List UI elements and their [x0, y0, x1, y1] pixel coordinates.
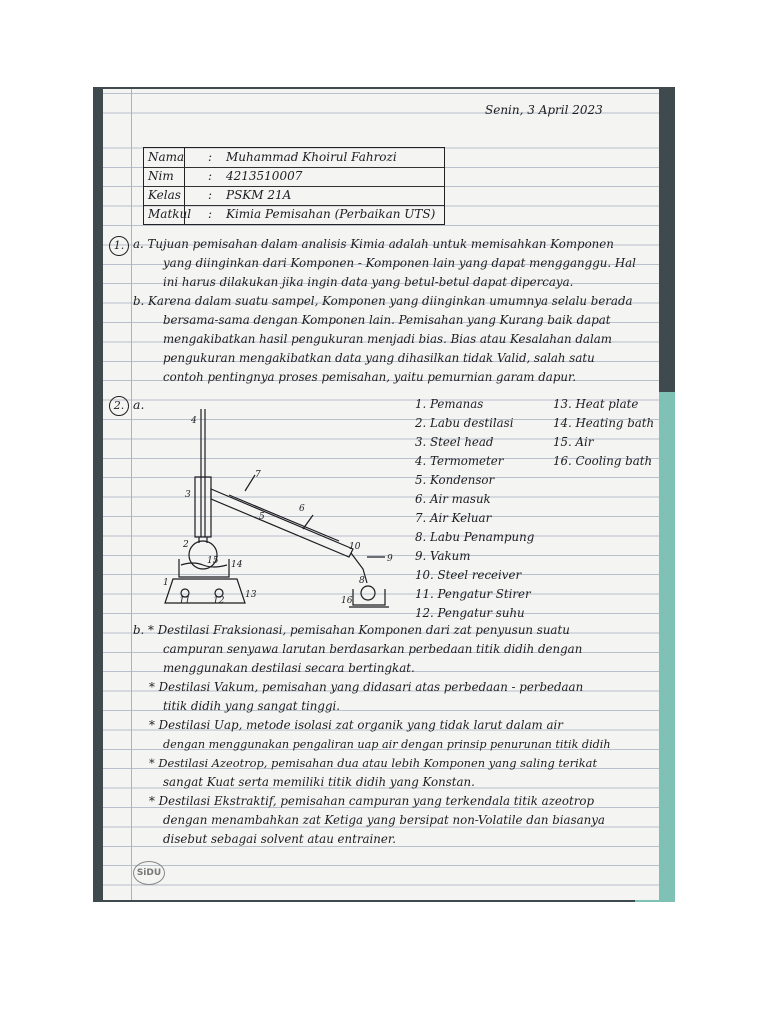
identity-colon: :	[208, 169, 213, 183]
q2b-line: * Destilasi Vakum, pemisahan yang didasari atas perbedaan - perbedaan	[149, 680, 584, 694]
notebook-logo: SiDU	[133, 861, 165, 885]
diagram-label: 4	[191, 416, 197, 426]
cooling-bath	[353, 589, 385, 605]
distillation-apparatus-drawing	[163, 407, 403, 617]
identity-row	[144, 205, 444, 224]
diagram-label: 3	[185, 490, 191, 500]
q2b-line: disebut sebagai solvent atau entrainer.	[163, 832, 396, 846]
q1-line: mengakibatkan hasil pengukuran menjadi bias. Bias atau Kesalahan dalam	[163, 332, 612, 346]
diagram-label: 14	[231, 560, 243, 570]
legend-item: 16. Cooling bath	[553, 454, 653, 468]
water-outlet	[245, 475, 255, 491]
diagram-label: 13	[245, 590, 257, 600]
diagram-label: 8	[359, 576, 365, 586]
legend-item: 7. Air Keluar	[415, 511, 492, 525]
question-number-2: 2.	[109, 396, 129, 416]
q2b-line: * Destilasi Uap, metode isolasi zat organik yang tidak larut dalam air	[149, 718, 563, 732]
identity-value: Kimia Pemisahan (Perbaikan UTS)	[226, 207, 436, 221]
heater	[165, 579, 245, 603]
q2b-line: dengan menggunakan pengaliran uap air dengan prinsip penurunan titik didih	[163, 738, 611, 751]
question-number-1: 1.	[109, 236, 129, 256]
legend-item: 13. Heat plate	[553, 397, 639, 411]
legend-item: 2. Labu destilasi	[415, 416, 514, 430]
identity-row	[144, 167, 444, 187]
diagram-label: 7	[255, 470, 261, 480]
heating-bath	[179, 559, 229, 577]
legend-item: 14. Heating bath	[553, 416, 655, 430]
legend-item: 10. Steel receiver	[415, 568, 522, 582]
diagram-label: 15	[207, 556, 219, 566]
legend-item: 12. Pengatur suhu	[415, 606, 525, 620]
q1-line: pengukuran mengakibatkan data yang dihasilkan tidak Valid, salah satu	[163, 351, 595, 365]
diagram-label: 2	[183, 540, 189, 550]
legend-item: 5. Kondensor	[415, 473, 495, 487]
diagram-label: 6	[299, 504, 305, 514]
legend-item: 8. Labu Penampung	[415, 530, 535, 544]
identity-value: Muhammad Khoirul Fahrozi	[226, 150, 397, 164]
photo-frame	[93, 87, 675, 902]
diagram-label: 5	[259, 512, 265, 522]
q1-line: bersama-sama dengan Komponen lain. Pemisahan yang Kurang baik dapat	[163, 313, 611, 327]
q2b-line: titik didih yang sangat tinggi.	[163, 699, 341, 713]
legend-item: 4. Termometer	[415, 454, 504, 468]
identity-label: Nama	[148, 150, 185, 164]
identity-colon: :	[208, 207, 213, 221]
legend-item: 11. Pengatur Stirer	[415, 587, 531, 601]
q2b-line: b. * Destilasi Fraksionasi, pemisahan Komponen dari zat penyusun suatu	[133, 623, 570, 637]
q2b-line: dengan menambahkan zat Ketiga yang bersipat non-Volatile dan biasanya	[163, 813, 605, 827]
identity-row	[144, 186, 444, 206]
q2b-line: sangat Kuat serta memiliki titik didih yang Konstan.	[163, 775, 475, 789]
q1-line: yang diinginkan dari Komponen - Komponen lain yang dapat mengganggu. Hal	[163, 256, 636, 270]
diagram-label: 11	[179, 596, 191, 606]
identity-box	[143, 147, 445, 225]
notebook-page	[103, 89, 659, 900]
identity-row	[144, 148, 444, 168]
legend-item: 9. Vakum	[415, 549, 471, 563]
legend-item: 3. Steel head	[415, 435, 494, 449]
q1-line: ini harus dilakukan jika ingin data yang betul-betul dapat dipercaya.	[163, 275, 574, 289]
date: Senin, 3 April 2023	[485, 103, 603, 117]
diagram-label: 12	[213, 596, 225, 606]
q2b-line: * Destilasi Ekstraktif, pemisahan campuran yang terkendala titik azeotrop	[149, 794, 595, 808]
identity-colon: :	[208, 188, 213, 202]
identity-value: 4213510007	[226, 169, 303, 183]
q1-line: b. Karena dalam suatu sampel, Komponen yang diinginkan umumnya selalu berada	[133, 294, 633, 308]
q2b-line: * Destilasi Azeotrop, pemisahan dua atau lebih Komponen yang saling terikat	[149, 756, 598, 770]
receiving-flask	[361, 586, 375, 600]
diagram-label: 9	[387, 554, 393, 564]
diagram-label: 1	[163, 578, 169, 588]
margin-line	[131, 89, 132, 900]
identity-label: Matkul	[148, 207, 192, 221]
legend-item: 1. Pemanas	[415, 397, 484, 411]
bath-water	[181, 563, 227, 567]
legend-item: 15. Air	[553, 435, 594, 449]
water-inlet	[303, 515, 313, 529]
condenser	[211, 489, 353, 557]
q1-line: a. Tujuan pemisahan dalam analisis Kimia adalah untuk memisahkan Komponen	[133, 237, 614, 251]
identity-label: Kelas	[148, 188, 181, 202]
q2-part-a: a.	[133, 397, 145, 412]
identity-colon: :	[208, 150, 213, 164]
q2b-line: menggunakan destilasi secara bertingkat.	[163, 661, 415, 675]
diagram-label: 16	[341, 596, 353, 606]
diagram-label: 10	[349, 542, 361, 552]
legend-item: 6. Air masuk	[415, 492, 491, 506]
identity-value: PSKM 21A	[226, 188, 292, 202]
still-head	[195, 477, 211, 537]
q2b-line: campuran senyawa larutan berdasarkan perbedaan titik didih dengan	[163, 642, 583, 656]
identity-label: Nim	[148, 169, 174, 183]
condenser-inner	[229, 495, 339, 541]
q1-line: contoh pentingnya proses pemisahan, yaitu pemurnian garam dapur.	[163, 370, 577, 384]
